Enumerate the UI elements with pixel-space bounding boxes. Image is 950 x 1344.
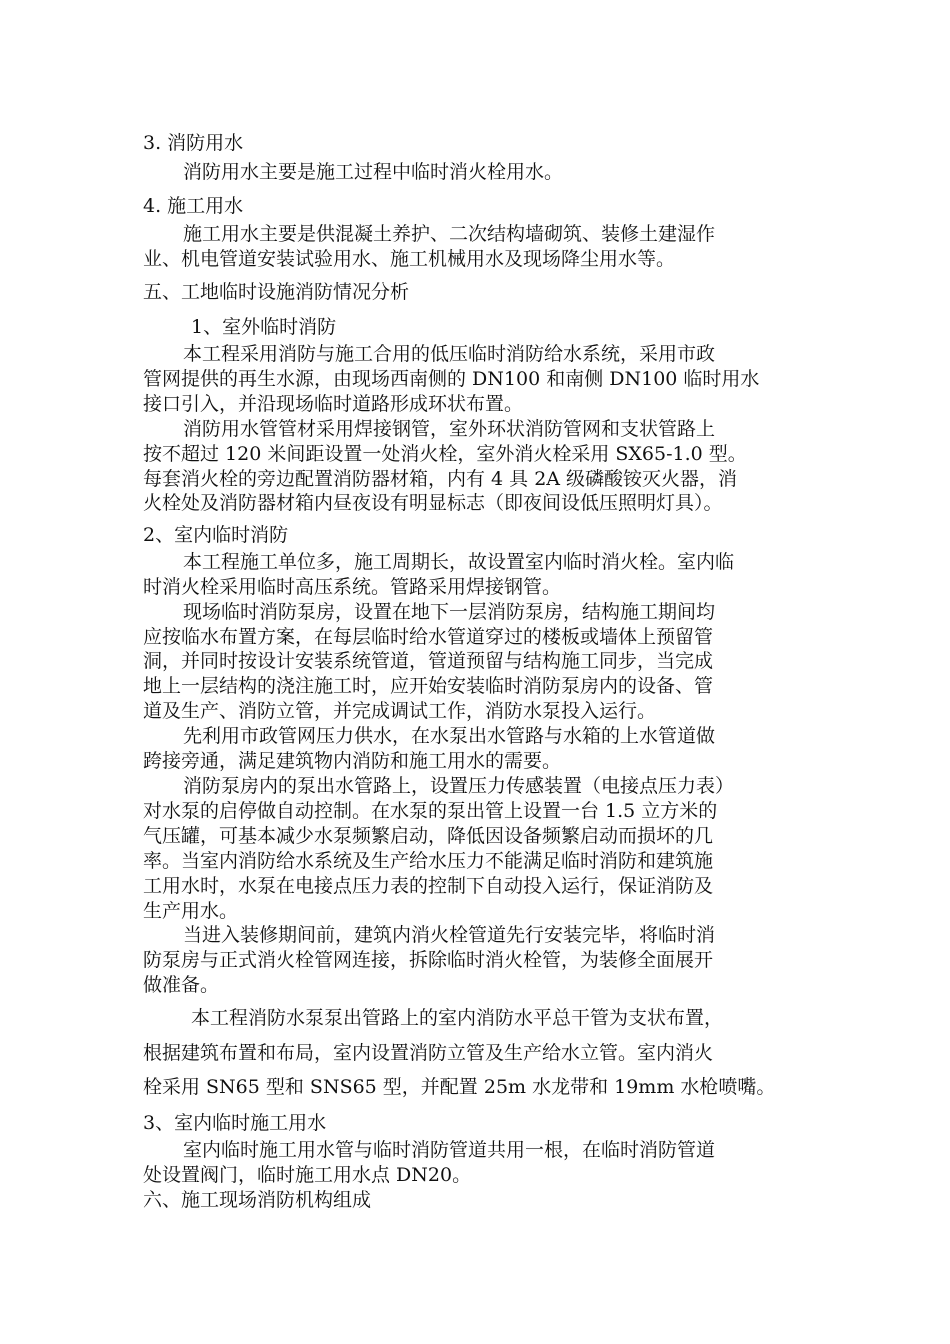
sub2-p5-line-1: 当进入装修期间前，建筑内消火栓管道先行安装完毕，将临时消 xyxy=(183,924,716,946)
sub2-p4-line-5: 工用水时，水泵在电接点压力表的控制下自动投入运行，保证消防及 xyxy=(143,875,714,897)
sub2-p3-line-1: 先利用市政管网压力供水，在水泵出水管路与水箱的上水管道做 xyxy=(183,725,716,747)
sub2-p4-line-6: 生产用水。 xyxy=(143,900,239,922)
section-4-heading: 4. 施工用水 xyxy=(143,195,244,217)
sub2-p6-line-2: 根据建筑布置和布局，室内设置消防立管及生产给水立管。室内消火 xyxy=(143,1042,714,1064)
sub2-p1-line-2: 时消火栓采用临时高压系统。管路采用焊接钢管。 xyxy=(143,576,562,598)
section-4-body-line-2: 业、机电管道安装试验用水、施工机械用水及现场降尘用水等。 xyxy=(143,248,676,270)
sub2-p4-line-2: 对水泵的启停做自动控制。在水泵的泵出管上设置一台 1.5 立方米的 xyxy=(143,800,718,822)
sub3-p1-line-1: 室内临时施工用水管与临时消防管道共用一根，在临时消防管道 xyxy=(183,1139,716,1161)
sub2-p2-line-4: 地上一层结构的浇注施工时，应开始安装临时消防泵房内的设备、管 xyxy=(143,675,714,697)
sub1-p2-line-2: 按不超过 120 米间距设置一处消火栓，室外消火栓采用 SX65-1.0 型。 xyxy=(143,443,747,465)
subsection-3-heading: 3、室内临时施工用水 xyxy=(143,1112,327,1134)
sub2-p6-line-1: 本工程消防水泵泵出管路上的室内消防水平总干管为支状布置， xyxy=(191,1007,724,1029)
sub2-p4-line-3: 气压罐，可基本减少水泵频繁启动，降低因设备频繁启动而损坏的几 xyxy=(143,825,714,847)
section-6-heading: 六、施工现场消防机构组成 xyxy=(143,1189,372,1211)
sub2-p1-line-1: 本工程施工单位多，施工周期长，故设置室内临时消火栓。室内临 xyxy=(183,551,735,573)
subsection-1-heading: 1、室外临时消防 xyxy=(191,316,337,338)
sub1-p2-line-1: 消防用水管管材采用焊接钢管，室外环状消防管网和支状管路上 xyxy=(183,418,716,440)
sub3-p1-line-2: 处设置阀门，临时施工用水点 DN20。 xyxy=(143,1164,472,1186)
sub2-p3-line-2: 跨接旁通，满足建筑物内消防和施工用水的需要。 xyxy=(143,750,562,772)
sub2-p5-line-3: 做准备。 xyxy=(143,974,220,996)
sub1-p2-line-4: 火栓处及消防器材箱内昼夜设有明显标志（即夜间设低压照明灯具）。 xyxy=(143,492,723,514)
sub1-p1-line-3: 接口引入，并沿现场临时道路形成环状布置。 xyxy=(143,393,524,415)
sub2-p6-line-3: 栓采用 SN65 型和 SNS65 型，并配置 25m 水龙带和 19mm 水枪喷嘴。 xyxy=(143,1076,776,1098)
sub1-p1-line-2: 管网提供的再生水源，由现场西南侧的 DN100 和南侧 DN100 临时用水 xyxy=(143,368,760,390)
section-3-body-line-1: 消防用水主要是施工过程中临时消火栓用水。 xyxy=(183,161,564,183)
sub2-p5-line-2: 防泵房与正式消火栓管网连接，拆除临时消火栓管，为装修全面展开 xyxy=(143,949,714,971)
sub2-p2-line-2: 应按临水布置方案，在每层临时给水管道穿过的楼板或墙体上预留管 xyxy=(143,626,714,648)
sub1-p1-line-1: 本工程采用消防与施工合用的低压临时消防给水系统，采用市政 xyxy=(183,343,716,365)
subsection-2-heading: 2、室内临时消防 xyxy=(143,524,289,546)
sub1-p2-line-3: 每套消火栓的旁边配置消防器材箱，内有 4 具 2A 级磷酸铵灭火器，消 xyxy=(143,468,738,490)
section-5-heading: 五、工地临时设施消防情况分析 xyxy=(143,281,410,303)
sub2-p4-line-1: 消防泵房内的泵出水管路上，设置压力传感装置（电接点压力表） xyxy=(183,775,735,797)
sub2-p2-line-1: 现场临时消防泵房，设置在地下一层消防泵房，结构施工期间均 xyxy=(183,601,716,623)
section-4-body-line-1: 施工用水主要是供混凝土养护、二次结构墙砌筑、装修土建湿作 xyxy=(183,223,716,245)
section-3-heading: 3. 消防用水 xyxy=(143,132,244,154)
sub2-p2-line-3: 洞，并同时按设计安装系统管道，管道预留与结构施工同步，当完成 xyxy=(143,650,714,672)
sub2-p4-line-4: 率。当室内消防给水系统及生产给水压力不能满足临时消防和建筑施 xyxy=(143,850,714,872)
sub2-p2-line-5: 道及生产、消防立管，并完成调试工作，消防水泵投入运行。 xyxy=(143,700,657,722)
